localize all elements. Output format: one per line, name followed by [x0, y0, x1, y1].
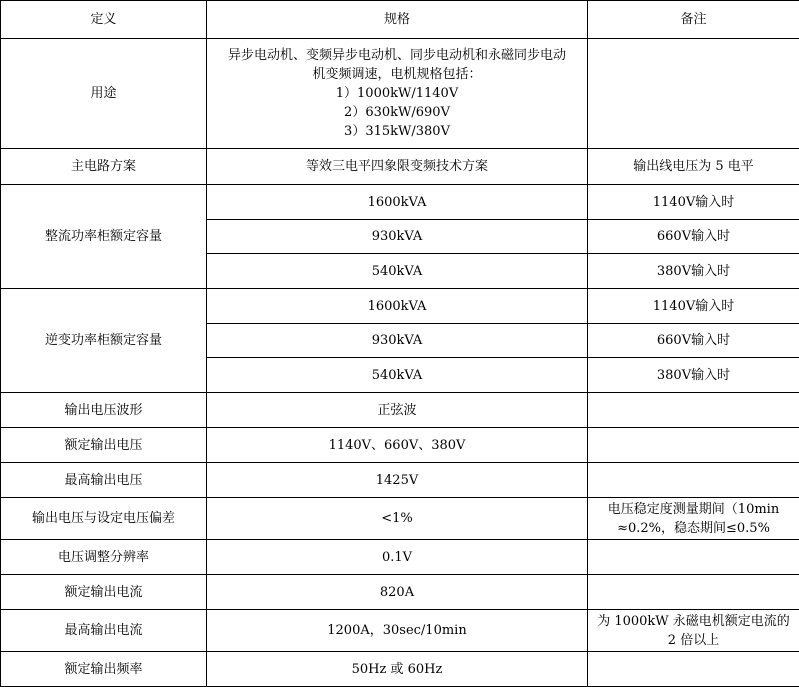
resolution-spec: 0.1V	[207, 540, 588, 575]
inverter-spec-2: 930kVA	[207, 324, 588, 358]
header-specification: 规格	[207, 1, 588, 39]
inverter-row	[1, 289, 799, 324]
max-voltage-spec: 1425V	[207, 463, 588, 498]
resolution-row	[1, 540, 799, 575]
voltage-deviation-remark	[588, 498, 799, 540]
main-circuit-label: 主电路方案	[1, 149, 207, 185]
max-current-remark	[588, 610, 799, 652]
usage-text-line2: 机变频调速，电机规格包括：	[211, 65, 583, 84]
inverter-remark-2: 660V输入时	[588, 324, 799, 358]
rectifier-remark-3: 380V输入时	[588, 254, 799, 289]
usage-text-line1: 异步电动机、变频异步电动机、同步电动机和永磁同步电动	[211, 46, 583, 65]
rated-frequency-label: 额定输出频率	[1, 652, 207, 687]
voltage-deviation-spec: <1%	[207, 498, 588, 540]
rated-current-remark	[588, 575, 799, 610]
rated-frequency-remark	[588, 652, 799, 687]
inverter-remark-3: 380V输入时	[588, 358, 799, 393]
rectifier-remark-2: 660V输入时	[588, 220, 799, 254]
voltage-deviation-row	[1, 498, 799, 540]
usage-label: 用途	[1, 39, 207, 149]
rated-current-label: 额定输出电流	[1, 575, 207, 610]
header-remark: 备注	[588, 1, 799, 39]
rated-voltage-label: 额定输出电压	[1, 428, 207, 463]
rated-current-row	[1, 575, 799, 610]
header-definition: 定义	[1, 1, 207, 39]
voltage-deviation-remark-line1: 电压稳定度测量期间（10min	[592, 500, 795, 519]
max-voltage-row	[1, 463, 799, 498]
rectifier-spec-1: 1600kVA	[207, 185, 588, 220]
usage-item-2: 2）630kW/690V	[211, 103, 583, 122]
rectifier-spec-2: 930kVA	[207, 220, 588, 254]
usage-item-1: 1）1000kW/1140V	[211, 84, 583, 103]
rated-frequency-spec: 50Hz 或 60Hz	[207, 652, 588, 687]
inverter-label: 逆变功率柜额定容量	[1, 289, 207, 393]
resolution-label: 电压调整分辨率	[1, 540, 207, 575]
inverter-spec-3: 540kVA	[207, 358, 588, 393]
rectifier-remark-1: 1140V输入时	[588, 185, 799, 220]
rectifier-row	[1, 185, 799, 220]
max-current-remark-line2: 2 倍以上	[592, 631, 795, 650]
inverter-spec-1: 1600kVA	[207, 289, 588, 324]
main-circuit-spec: 等效三电平四象限变频技术方案	[207, 149, 588, 185]
max-current-remark-line1: 为 1000kW 永磁电机额定电流的	[592, 612, 795, 631]
waveform-remark	[588, 393, 799, 428]
rated-frequency-row	[1, 652, 799, 687]
main-circuit-remark: 输出线电压为 5 电平	[588, 149, 799, 185]
max-voltage-remark	[588, 463, 799, 498]
rectifier-spec-3: 540kVA	[207, 254, 588, 289]
rated-voltage-remark	[588, 428, 799, 463]
max-current-spec: 1200A，30sec/10min	[207, 610, 588, 652]
rated-current-spec: 820A	[207, 575, 588, 610]
inverter-remark-1: 1140V输入时	[588, 289, 799, 324]
usage-row	[1, 39, 799, 149]
usage-item-3: 3）315kW/380V	[211, 122, 583, 141]
usage-remark	[588, 39, 799, 149]
waveform-row	[1, 393, 799, 428]
rated-voltage-spec: 1140V、660V、380V	[207, 428, 588, 463]
max-voltage-label: 最高输出电压	[1, 463, 207, 498]
max-current-row	[1, 610, 799, 652]
rectifier-label: 整流功率柜额定容量	[1, 185, 207, 289]
waveform-spec: 正弦波	[207, 393, 588, 428]
usage-spec	[207, 39, 588, 149]
voltage-deviation-label: 输出电压与设定电压偏差	[1, 498, 207, 540]
header-row	[1, 1, 799, 39]
rated-voltage-row	[1, 428, 799, 463]
waveform-label: 输出电压波形	[1, 393, 207, 428]
main-circuit-row	[1, 149, 799, 185]
max-current-label: 最高输出电流	[1, 610, 207, 652]
resolution-remark	[588, 540, 799, 575]
voltage-deviation-remark-line2: ≈0.2%，稳态期间≤0.5%	[592, 519, 795, 538]
